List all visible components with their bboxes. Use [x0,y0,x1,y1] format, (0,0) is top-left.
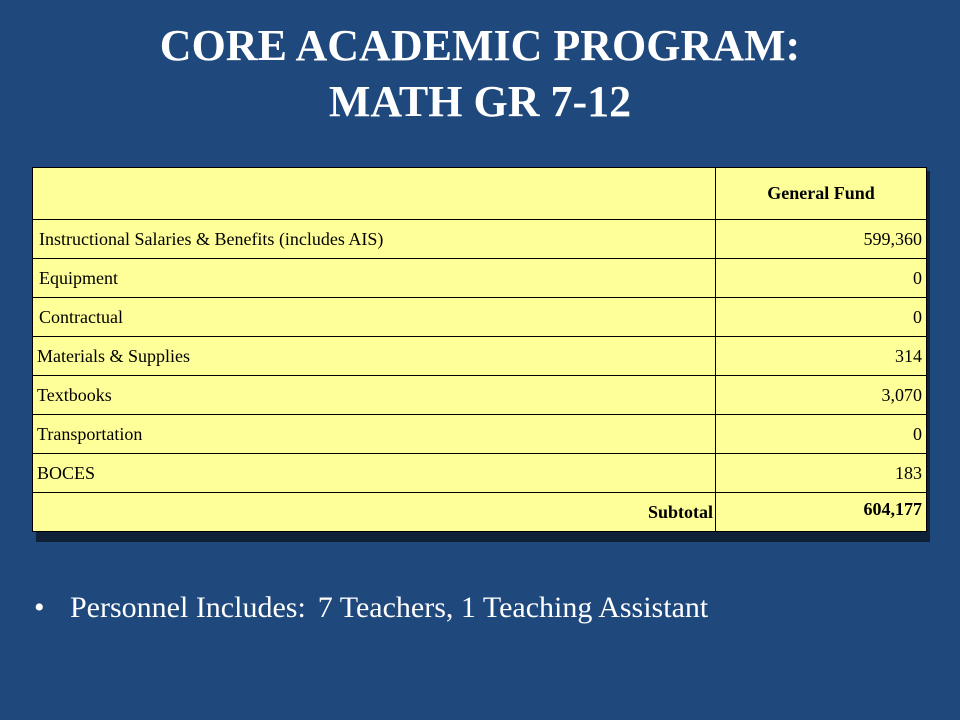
table-row [33,298,927,337]
personnel-bullet [34,588,708,628]
table-row [33,376,927,415]
row-value: 0 [716,259,927,298]
table-row [33,220,927,259]
row-label: BOCES [33,454,716,493]
row-value: 599,360 [716,220,927,259]
row-value: 183 [716,454,927,493]
row-label: Transportation [33,415,716,454]
title-line-2: MATH GR 7-12 [328,77,632,126]
table-row [33,415,927,454]
row-label: Textbooks [33,376,716,415]
table-row [33,337,927,376]
personnel-label: Personnel Includes: [70,591,306,624]
general-fund-header: General Fund [716,168,927,220]
header-empty-cell [33,168,716,220]
row-value: 314 [716,337,927,376]
table-header-row [33,168,927,220]
row-value: 0 [716,298,927,337]
row-label: Instructional Salaries & Benefits (includes AIS) [33,220,716,259]
row-label: Materials & Supplies [33,337,716,376]
table-row [33,454,927,493]
row-value: 3,070 [716,376,927,415]
title-line-1: CORE ACADEMIC PROGRAM: [159,21,801,70]
subtotal-value: 604,177 [716,493,927,532]
row-label: Contractual [33,298,716,337]
row-value: 0 [716,415,927,454]
personnel-text: 7 Teachers, 1 Teaching Assistant [317,591,709,624]
slide-title [0,18,960,130]
bullet-icon: • [34,591,45,624]
subtotal-row [33,493,927,532]
row-label: Equipment [33,259,716,298]
table-row [33,259,927,298]
subtotal-label: Subtotal [33,493,716,532]
budget-table [32,167,927,532]
